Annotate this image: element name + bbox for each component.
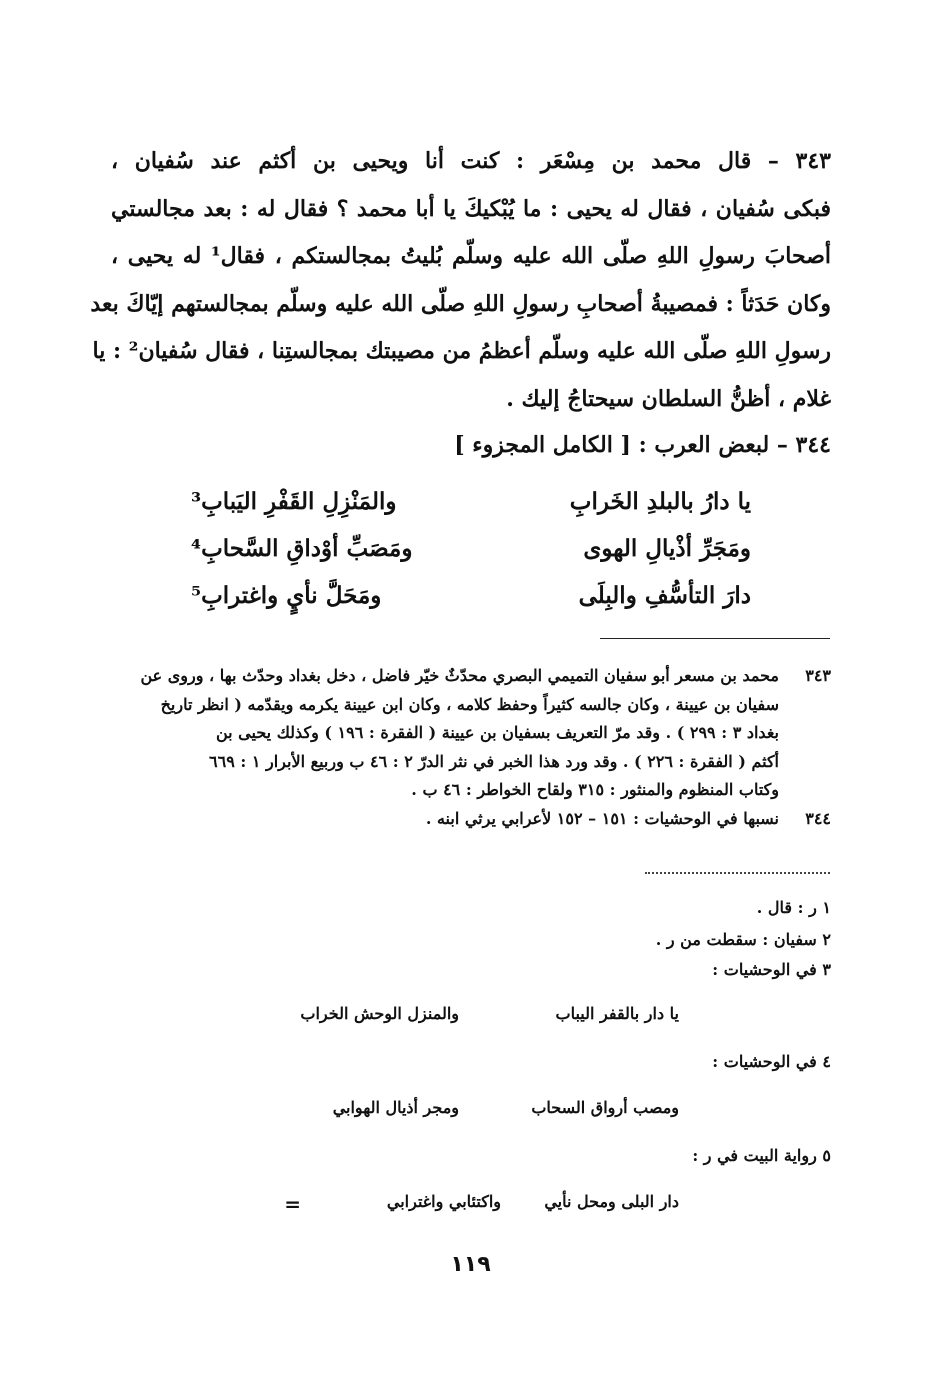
footnote-5-verse-second: واكتئابي واغترابي (386, 1192, 501, 1211)
entry-343-paragraph (90, 138, 831, 423)
verse-second-hemistich: والمَنْزِلِ القَفْرِ اليَبابِ³ (191, 488, 397, 515)
note-row (111, 805, 831, 834)
footnote-5-continuation-mark: = (284, 1192, 301, 1216)
notes-separator-rule (600, 638, 830, 639)
entry-344-poem (191, 488, 751, 629)
footnote-4: ٤ في الوحشيات : (712, 1052, 831, 1071)
entry-343-line: رسولِ اللهِ صلّى الله عليه وسلّم أعظمُ من مصيبتك بمجالستِنا ، فقال سُفيان² : يا (92, 338, 831, 364)
verse-second-hemistich: ومَحَلَّ نأيٍ واغترابِ⁵ (191, 582, 382, 609)
footnote-3-verse-first: يا دار بالقفر اليباب (555, 1004, 679, 1023)
verse-first-hemistich: يا دارُ بالبلدِ الخَرابِ (569, 488, 751, 515)
footnotes-dotted-separator (645, 872, 830, 874)
verse-first-hemistich: ومَجَرِّ أذْيالِ الهوى (583, 535, 751, 562)
note-row (111, 691, 831, 720)
page-number: ١١٩ (450, 1252, 491, 1277)
verse-second-hemistich: ومَصَبِّ أوْداقِ السَّحابِ⁴ (191, 535, 413, 562)
footnote-5-verse-first: دار البلى ومحل نأيي (544, 1192, 679, 1211)
note-number: ٣٤٣ (805, 666, 831, 685)
footnote-4-verse-second: ومجر أذيال الهوابي (332, 1098, 459, 1117)
note-text: محمد بن مسعر أبو سفيان التميمي البصري محدّثٌ خيّر فاضل ، دخل بغداد وحدّث بها ، وروى عن (140, 666, 779, 685)
poem-verse (191, 582, 751, 629)
note-text: نسبها في الوحشيات : ١٥١ – ١٥٢ لأعرابي يرثي ابنه . (425, 808, 779, 828)
note-text: سفيان بن عيينة ، وكان جالسه كثيراً وحفظ كلامه ، وكان ابن عيينة يكرمه ويقدّمه ( انظر تاريخ (160, 694, 779, 714)
note-text: وكتاب المنظوم والمنثور : ٣١٥ ولقاح الخواطر : ٤٦ ب . (411, 780, 779, 799)
note-number: ٣٤٤ (805, 808, 831, 828)
entry-344-heading: ٣٤٤ – لبعض العرب : [ الكامل المجزوء ] (454, 432, 831, 458)
note-row (111, 719, 831, 748)
footnote-3: ٣ في الوحشيات : (712, 960, 831, 979)
footnote-3-verse-second: والمنزل الوحش الخراب (300, 1004, 459, 1023)
entry-343-line: غلام ، أظنُّ السلطان سيحتاجُ إليك . (506, 385, 831, 412)
note-row (111, 662, 831, 691)
footnote-1: ١ ر : قال . (756, 898, 831, 917)
footnote-5: ٥ رواية البيت في ر : (692, 1146, 831, 1165)
footnote-2: ٢ سفيان : سقطت من ر . (655, 930, 831, 949)
note-row (111, 776, 831, 805)
entry-343-line: ٣٤٣ – قال محمد بن مِسْعَر : كنت أنا ويحيى بن أكثم عند سُفيان ، (111, 148, 831, 174)
entry-343-line: فبكى سُفيان ، فقال له يحيى : ما يُبْكيكَ يا أبا محمد ؟ فقال له : بعد مجالستي (111, 195, 831, 222)
note-text: أكثم ( الفقرة : ٢٢٦ ) . وقد ورد هذا الخبر في نثر الدرّ ٢ : ٤٦ ب وربيع الأبرار ١ : ٦٦٩ (209, 751, 779, 771)
entry-343-line: وكان حَدَثاً : فمصيبةُ أصحابِ رسولِ اللهِ صلّى الله عليه وسلّم بمجالستهم إيّاكَ بعد (90, 290, 831, 317)
note-text: بغداد ٣ : ٢٩٩ ) . وقد مرّ التعريف بسفيان بن عيينة ( الفقرة : ١٩٦ ) وكذلك يحيى بن (215, 723, 779, 742)
poem-verse (191, 488, 751, 535)
poem-verse (191, 535, 751, 582)
entry-343-line: أصحابَ رسولِ اللهِ صلّى الله عليه وسلّم بُليتُ بمجالستكم ، فقال¹ له يحيى ، (111, 243, 831, 269)
footnote-4-verse-first: ومصب أرواق السحاب (531, 1098, 679, 1117)
verse-first-hemistich: دارَ التأسُّفِ والبِلَى (578, 582, 751, 609)
note-row (111, 748, 831, 777)
commentary-notes (111, 662, 831, 833)
